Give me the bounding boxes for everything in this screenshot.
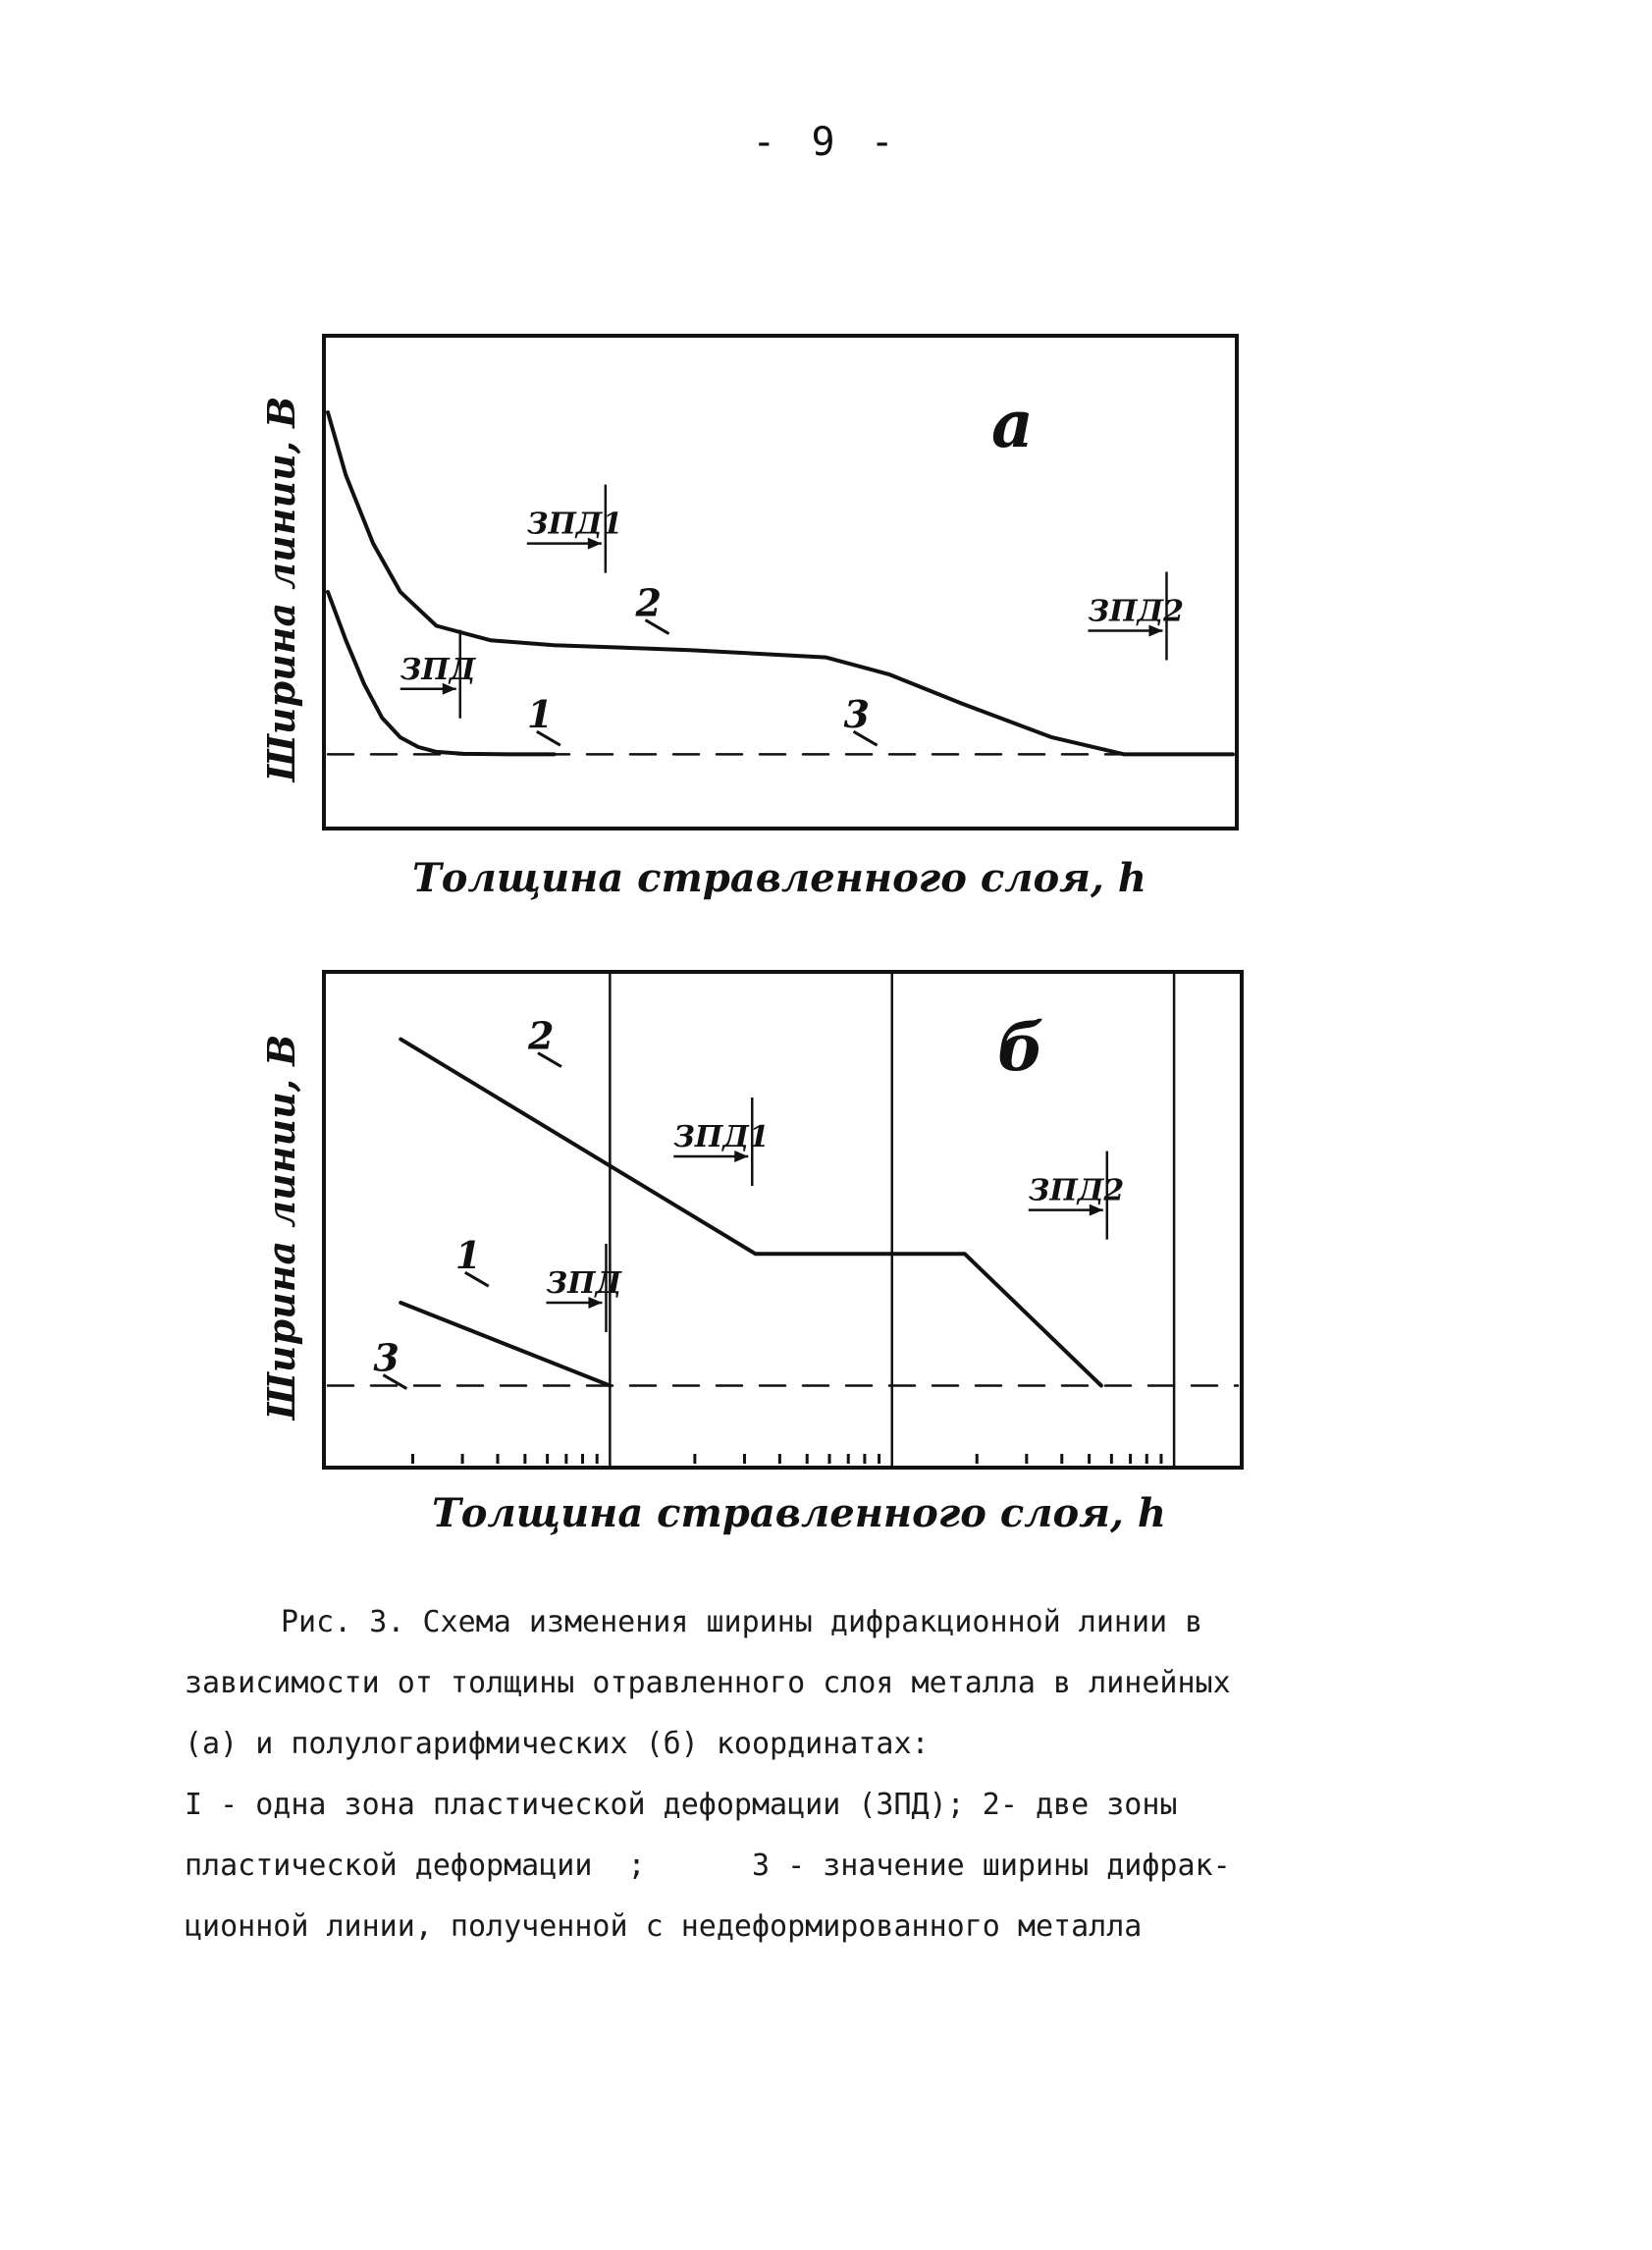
- panel-a-series: [328, 412, 1233, 754]
- caption-line: Рис. 3. Схема изменения ширины дифракционной линии в: [281, 1605, 1203, 1639]
- figure-caption: [185, 1592, 1343, 1957]
- zone-annotation: ЗПД2: [1088, 594, 1185, 629]
- panel-b-grid: [413, 972, 1175, 1468]
- panel-a-label: а: [991, 386, 1034, 462]
- page-number: - 9 -: [752, 120, 900, 165]
- panel-b-xlabel: Толщина стравленного слоя, h: [432, 1490, 1166, 1536]
- curve-number-label: 2: [635, 580, 662, 625]
- panel-b-ylabel: Ширина линии, В: [259, 1034, 303, 1420]
- panel-b-series: [328, 1040, 1238, 1386]
- panel-a-xlabel: Толщина стравленного слоя, h: [412, 855, 1146, 901]
- curve-number-label: 3: [843, 692, 870, 737]
- panel-b-label: б: [997, 1009, 1044, 1086]
- zone-annotation: ЗПД: [400, 652, 476, 687]
- zone-annotation: ЗПД1: [673, 1119, 770, 1154]
- curve-number-label: 2: [527, 1013, 555, 1058]
- series-2-line: [400, 1040, 1101, 1386]
- curve-number-label: 1: [454, 1233, 482, 1278]
- curve-number-label: 1: [526, 692, 554, 737]
- series-2-line: [328, 412, 1233, 754]
- panel-a: [259, 336, 1237, 901]
- caption-line: пластической деформации ; 3 - значение ширины дифрак-: [185, 1848, 1231, 1883]
- caption-line: (а) и полулогарифмических (б) координатах:: [185, 1727, 930, 1761]
- caption-line: ционной линии, полученной с недеформированного металла: [185, 1909, 1143, 1944]
- panel-a-annotations: [400, 485, 1184, 746]
- zone-annotation: ЗПД1: [526, 507, 623, 542]
- panel-b: [259, 972, 1242, 1536]
- caption-line: I - одна зона пластической деформации (ЗПД); 2- две зоны: [185, 1788, 1178, 1822]
- series-1-line: [400, 1303, 610, 1386]
- zone-annotation: ЗПД2: [1028, 1173, 1125, 1208]
- zone-annotation: ЗПД: [546, 1266, 622, 1302]
- caption-line: зависимости от толщины отравленного слоя металла в линейных: [185, 1666, 1231, 1700]
- panel-a-ylabel: Ширина линии, В: [259, 396, 303, 782]
- curve-number-label: 3: [373, 1335, 400, 1380]
- panel-b-frame: [324, 972, 1242, 1468]
